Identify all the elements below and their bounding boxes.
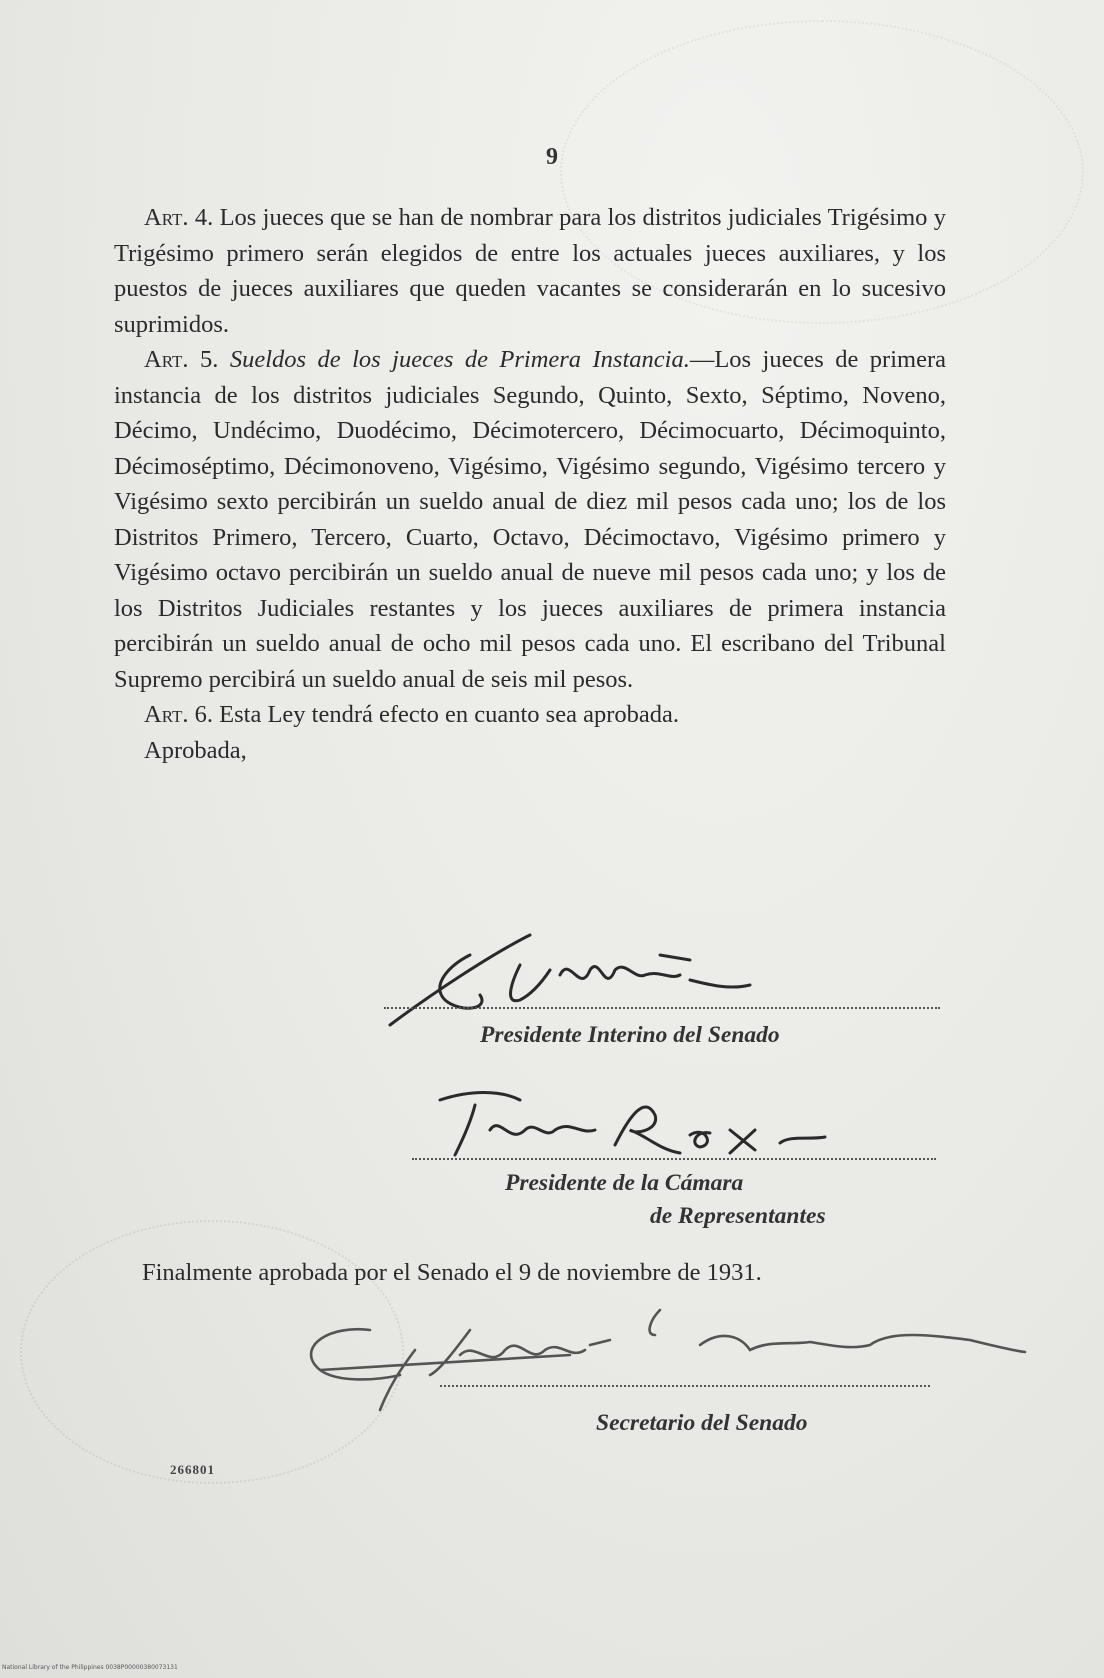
article-4-text: Los jueces que se han de nombrar para los distritos judiciales Trigésimo y Trigésimo primero serán elegidos de entre los actuales jueces auxiliares, y los puestos de jueces auxiliares que queden vacantes se considerarán en lo sucesivo suprimidos.	[114, 204, 946, 338]
senate-signature-line	[384, 1007, 940, 1009]
article-4	[114, 200, 946, 342]
article-6-label: Art. 6.	[144, 701, 214, 728]
article-6	[114, 697, 946, 733]
article-5-heading: Sueldos de los jueces de Primera Instancia.	[218, 346, 690, 373]
law-body	[114, 200, 946, 768]
aprobada-label: Aprobada,	[144, 736, 247, 764]
secretary-signature-line	[440, 1385, 930, 1387]
final-approval	[112, 1255, 932, 1291]
article-5	[114, 342, 946, 697]
scan-footer: National Library of the Philippines 0038P00000380073131	[2, 1664, 178, 1671]
house-president-signature	[430, 1075, 870, 1175]
house-president-title-1: Presidente de la Cámara	[505, 1170, 744, 1196]
article-4-label: Art. 4.	[144, 204, 214, 231]
final-approval-text: Finalmente aprobada por el Senado el 9 de noviembre de 1931.	[142, 1259, 762, 1286]
senate-president-title: Presidente Interino del Senado	[480, 1022, 780, 1048]
house-signature-line	[412, 1158, 936, 1160]
page-number: 9	[546, 144, 558, 170]
article-5-label: Art. 5.	[144, 346, 219, 373]
article-6-text: Esta Ley tendrá efecto en cuanto sea aprobada.	[213, 701, 679, 728]
secretary-title: Secretario del Senado	[596, 1410, 808, 1436]
document-code: 266801	[170, 1462, 215, 1477]
house-president-title-2: de Representantes	[650, 1203, 826, 1229]
article-5-text: —Los jueces de primera instancia de los distritos judiciales Segundo, Quinto, Sexto, Séptimo, Noveno, Décimo, Undécimo, Duodécimo, Décimotercero, Décimocuarto, Décimoquinto, Décimoséptimo, Décimonoveno, Vigésimo, Vigésimo segundo, Vigésimo tercero y Vigésimo sexto percibirán un sueldo anual de diez mil pesos cada uno; los de los Distritos Primero, Tercero, Cuarto, Octavo, Décimoctavo, Vigésimo primero y Vigésimo octavo percibirán un sueldo anual de nueve mil pesos cada uno; y los de los Distritos Judiciales restantes y los jueces auxiliares de primera instancia percibirán un sueldo anual de ocho mil pesos cada uno. El escribano del Tribunal Supremo percibirá un sueldo anual de seis mil pesos.	[114, 346, 946, 693]
